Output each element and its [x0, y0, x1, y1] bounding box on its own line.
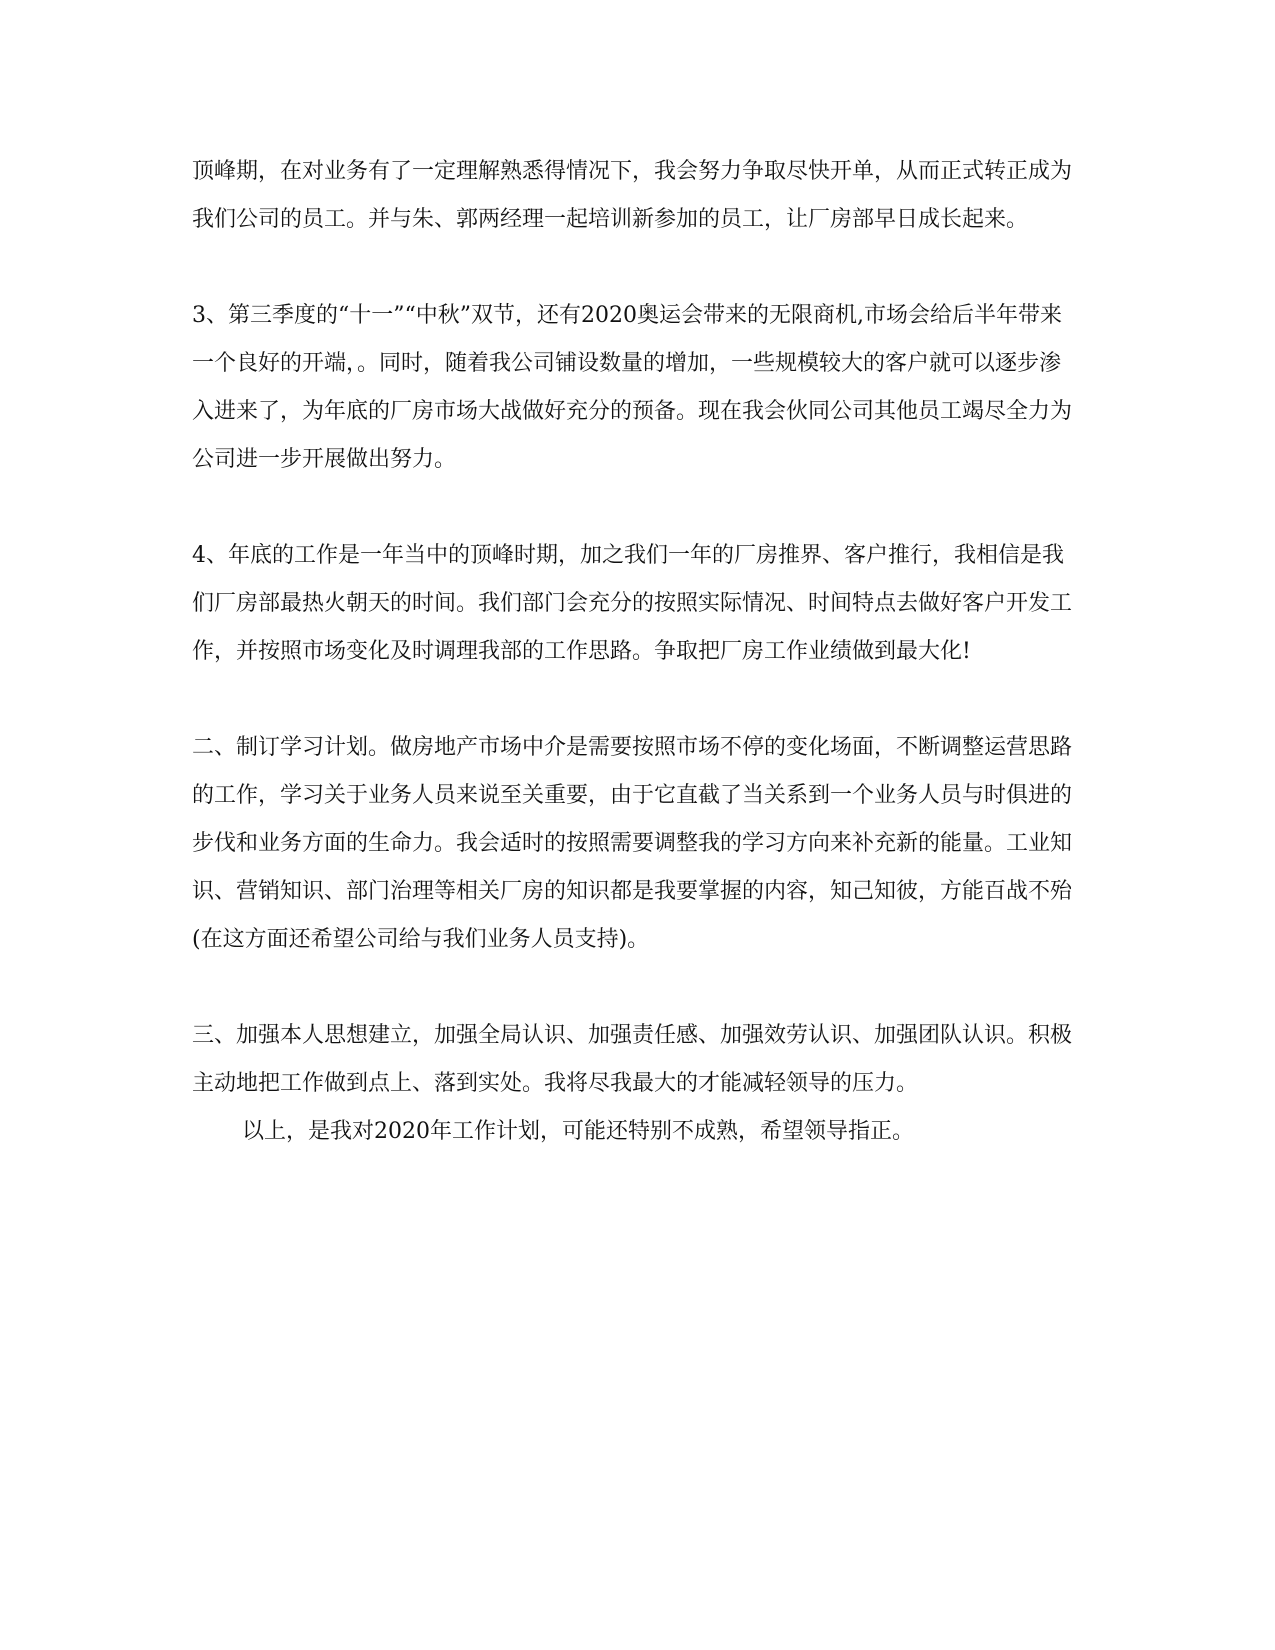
paragraph-strengthen-thinking: 三、加强本人思想建立，加强全局认识、加强责任感、加强效劳认识、加强团队认识。积极主动地把工作做到点上、落到实处。我将尽我最大的才能减轻领导的压力。: [192, 1023, 1073, 1096]
paragraph-third-quarter: 3、第三季度的“十一”“中秋”双节，还有2020奥运会带来的无限商机,市场会给后半年带来一个良好的开端，。同时，随着我公司铺设数量的增加，一些规模较大的客户就可以逐步渗入进来了，为年底的厂房市场大战做好充分的预备。现在我会伙同公司其他员工竭尽全力为公司进一步开展做出努力。: [192, 303, 1073, 472]
document-body: [192, 148, 1072, 1156]
paragraph-year-end: 4、年底的工作是一年当中的顶峰时期，加之我们一年的厂房推界、客户推行，我相信是我们厂房部最热火朝天的时间。我们部门会充分的按照实际情况、时间特点去做好客户开发工作，并按照市场变化及时调理我部的工作思路。争取把厂房工作业绩做到最大化!: [192, 543, 1073, 664]
paragraph-study-plan: 二、制订学习计划。做房地产市场中介是需要按照市场不停的变化场面，不断调整运营思路的工作，学习关于业务人员来说至关重要，由于它直截了当关系到一个业务人员与时俱进的步伐和业务方面的生命力。我会适时的按照需要调整我的学习方向来补充新的能量。工业知识、营销知识、部门治理等相关厂房的知识都是我要掌握的内容，知己知彼，方能百战不殆(在这方面还希望公司给与我们业务人员支持)。: [192, 735, 1073, 952]
paragraph-peak-period: 顶峰期，在对业务有了一定理解熟悉得情况下，我会努力争取尽快开单，从而正式转正成为我们公司的员工。并与朱、郭两经理一起培训新参加的员工，让厂房部早日成长起来。: [192, 159, 1073, 232]
paragraph-closing: 以上，是我对2020年工作计划，可能还特别不成熟，希望领导指正。: [242, 1119, 914, 1144]
